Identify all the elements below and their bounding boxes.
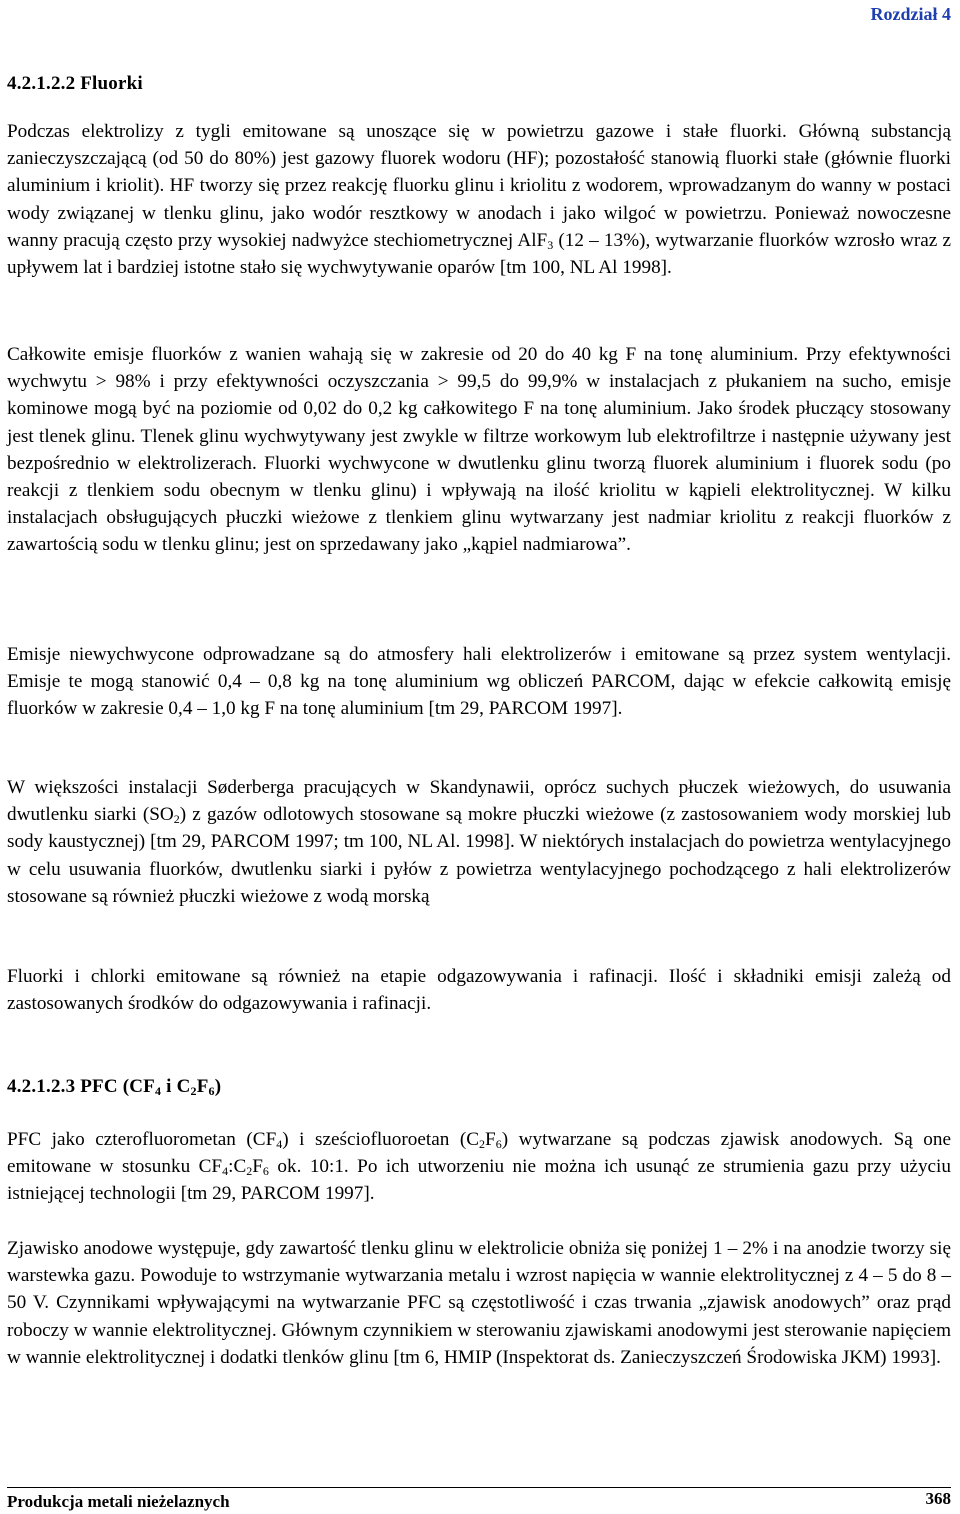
footer-title: Produkcja metali nieżelaznych	[7, 1492, 230, 1511]
text-run: F	[485, 1129, 496, 1150]
text-run: ) i sześciofluoroetan (C	[282, 1129, 480, 1150]
text-run: ok. 10:1. Po ich utworzeniu nie można ich usunąć ze strumienia gazu przy użyciu istniejącej technologii [tm 29, PARCOM 1997].	[7, 1156, 951, 1205]
paragraph-2: Całkowite emisje fluorków z wanien wahają się w zakresie od 20 do 40 kg F na tonę aluminium. Przy efektywności wychwytu > 98% i przy efektywności oczyszczania > 99,5 do 99,9% w instalacjach z płukaniem na sucho, emisje kominowe mogą być na poziomie od 0,02 do 0,2 kg całkowitego F na tonę aluminium. Jako środek płuczący stosowany jest tlenek glinu. Tlenek glinu wychwytywany jest zwykle w filtrze workowym lub elektrofiltrze i następnie używany jest bezpośrednio w elektrolizerach. Fluorki wychwycone w dwutlenku glinu tworzą fluorek aluminium i fluorek sodu (po reakcji z tlenkiem sodu obecnym w tlenku glinu) i wpływają na ilość kriolitu w kąpieli elektrolitycznej. W kilku instalacjach obsługujących płuczki wieżowe z tlenkiem glinu wytwarzany jest nadmiar kriolitu z reakcji fluorków z zawartością sodu w tlenku glinu; jest on sprzedawany jako „kąpiel nadmiarowa”.	[7, 344, 951, 556]
subscript: 6	[208, 1084, 215, 1098]
section-heading-pfc	[7, 1076, 221, 1098]
subscript: 3	[547, 237, 554, 252]
paragraph-4	[7, 774, 951, 910]
text-run: F	[252, 1156, 263, 1178]
text-run: F	[196, 1076, 209, 1097]
text-run: (12 – 13%), wytwarzanie fluorków wzrosło wraz z upływem lat i bardziej istotne stało się wychwytywanie oparów [tm 100, NL Al 1998].	[7, 229, 951, 279]
text-run: W większości instalacji Søderberga pracujących w Skandynawii, oprócz suchych płuczek wieżowych, do usuwania dwutlenku siarki (SO	[7, 777, 951, 826]
subscript: 2	[479, 1137, 486, 1151]
page-number: 368	[925, 1489, 951, 1508]
footer-divider	[7, 1487, 951, 1488]
text-run: PFC jako czterofluorometan (CF	[7, 1129, 277, 1150]
paragraph-5: Fluorki i chlorki emitowane są również na etapie odgazowywania i rafinacji. Ilość i składniki emisji zależą od zastosowanych środków do odgazowywania i rafinacji.	[7, 966, 951, 1015]
text-run: Podczas elektrolizy z tygli emitowane są unoszące się w powietrzu gazowe i stałe fluorki. Główną substancją zanieczyszczającą (od 50 do 80%) jest gazowy fluorek wodoru (HF); pozostałość stanowią fluorki stałe (głównie fluorki aluminium i kriolit). HF tworzy się przez reakcję fluorku glinu i kriolitu z wodorem, wprowadzanym do wanny w postaci wody związanej w tlenku glinu, jako wodór resztkowy w anodach i jako wilgoć w powietrzu. Ponieważ nowoczesne wanny pracują często przy wysokiej nadwyżce stechiometrycznej AlF	[7, 121, 951, 251]
subscript: 6	[262, 1164, 269, 1179]
paragraph-1	[7, 118, 951, 281]
text-run: )	[214, 1076, 222, 1097]
subscript: 2	[246, 1164, 253, 1179]
paragraph-7: Zjawisko anodowe występuje, gdy zawartość tlenku glinu w elektrolicie obniża się poniżej 1 – 2% i na anodzie tworzy się warstewka gazu. Powoduje to wstrzymanie wytwarzania metalu i wzrost napięcia w wannie elektrolitycznej z 4 – 5 do 8 – 50 V. Czynnikami wpływającymi na wytwarzanie PFC są częstotliwość i czas trwania „zjawisk anodowych” oraz prąd roboczy w wannie elektrolitycznej. Głównym czynnikiem w sterowaniu zjawiskami anodowymi jest sterowanie napięciem w wannie elektrolitycznej i dodatki tlenków glinu [tm 6, HMIP (Inspektorat ds. Zanieczyszczeń Środowiska JKM) 1993].	[7, 1238, 951, 1368]
text-run: ) wytwarzane są podczas zjawisk anodowych. Są one emitowane w stosunku CF	[7, 1129, 952, 1178]
subscript: 2	[190, 1084, 197, 1098]
subscript: 6	[495, 1137, 502, 1151]
text-run: 4.2.1.2.3 PFC (CF	[7, 1076, 155, 1097]
text-run: ) z gazów odlotowych stosowane są mokre płuczki wieżowe (z zastosowaniem wody morskiej lub sody kaustycznej) [tm 29, PARCOM 1997; tm 100, NL Al. 1998]. W niektórych instalacjach do powietrza wentylacyjnego w celu usuwania fluorków, dwutlenku siarki i pyłów z powietrza wentylacyjnego pochodzącego z hali elektrolizerów stosowane są również płuczki wieżowe z wodą morską	[7, 804, 951, 907]
section-heading-fluorki: 4.2.1.2.2 Fluorki	[7, 73, 143, 94]
text-run: i C	[161, 1076, 191, 1097]
paragraph-3: Emisje niewychwycone odprowadzane są do atmosfery hali elektrolizerów i emitowane są przez system wentylacji. Emisje te mogą stanowić 0,4 – 0,8 kg na tonę aluminium wg obliczeń PARCOM, dając w efekcie całkowitą emisję fluorków w zakresie 0,4 – 1,0 kg F na tonę aluminium [tm 29, PARCOM 1997].	[7, 644, 951, 720]
text-run: :C	[228, 1156, 247, 1178]
subscript: 4	[222, 1164, 229, 1179]
paragraph-6	[7, 1126, 951, 1208]
subscript: 4	[276, 1137, 283, 1151]
subscript: 2	[173, 812, 180, 827]
chapter-label: Rozdział 4	[870, 4, 951, 24]
subscript: 4	[155, 1084, 162, 1098]
